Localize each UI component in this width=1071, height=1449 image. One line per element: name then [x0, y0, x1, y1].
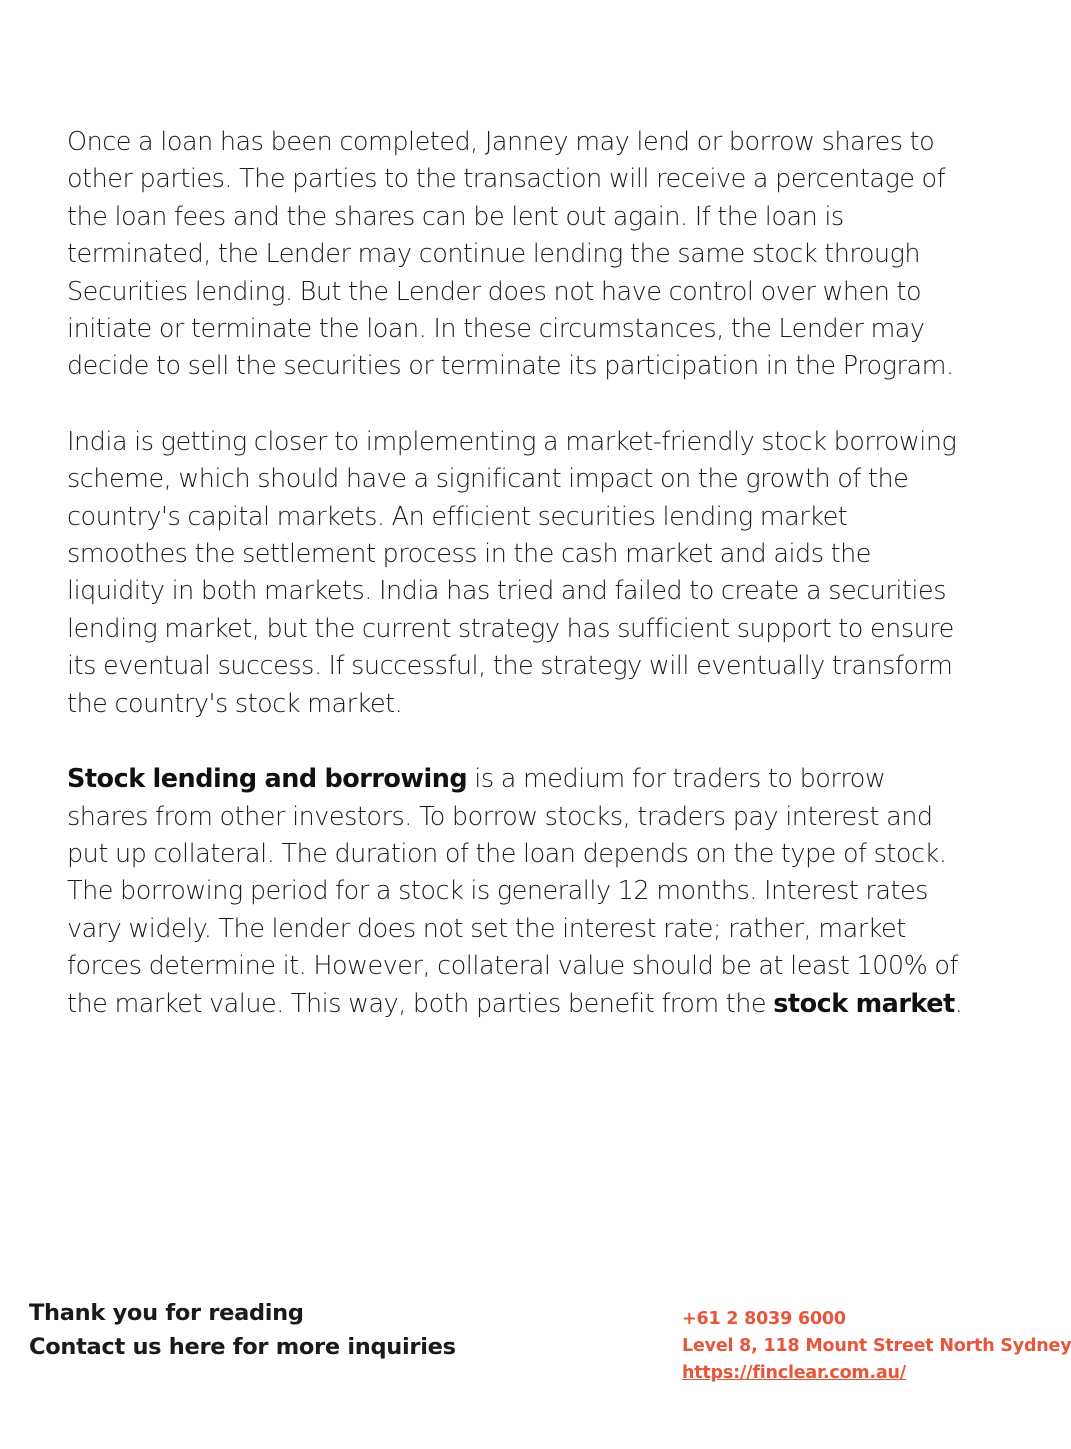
thank-you-text: Thank you for reading — [29, 1300, 304, 1326]
paragraph-end-period: . — [954, 988, 963, 1019]
stock-market-bold-term: stock market — [773, 988, 955, 1019]
paragraph-loan-completion: Once a loan has been completed, Janney may lend or borrow shares to other parties. The parties to the transaction will receive a percentage of the loan fees and the shares can be lent out again. If the loan is terminated, the Lender may continue lending the same stock through Securities lending. But the Lender does not have control over when to initiate or terminate the loan. In these circumstances, the Lender may decide to sell the securities or terminate its participation in the Program. — [67, 127, 954, 382]
stock-lending-bold-term: Stock lending and borrowing — [67, 764, 468, 795]
paragraph-stock-lending — [67, 761, 967, 1023]
contact-prompt-text: Contact us here for more inquiries — [29, 1334, 456, 1360]
office-address: Level 8, 118 Mount Street North Sydney — [682, 1336, 1071, 1356]
website-link[interactable]: https://finclear.com.au/ — [682, 1363, 906, 1383]
contact-details — [682, 1306, 1071, 1387]
phone-number[interactable]: +61 2 8039 6000 — [682, 1309, 846, 1329]
article-body — [67, 124, 967, 1061]
footer-message — [29, 1296, 456, 1364]
paragraph-india-scheme: India is getting closer to implementing a market-friendly stock borrowing scheme, which should have a significant impact on the growth of the country's capital markets. An efficient securities lending market smoothes the settlement process in the cash market and aids the liquidity in both markets. India has tried and failed to create a securities lending market, but the current strategy has sufficient support to ensure its eventual success. If successful, the strategy will eventually transform the country's stock market. — [67, 426, 957, 719]
stock-lending-body-text: is a medium for traders to borrow shares from other investors. To borrow stocks, traders pay interest and put up collateral. The duration of the loan depends on the type of stock. The borrowing period for a stock is generally 12 months. Interest rates vary widely. The lender does not set the interest rate; rather, market forces determine it. However, collateral value should be at least 100% of the market value. This way, both parties benefit from the — [67, 764, 959, 1019]
